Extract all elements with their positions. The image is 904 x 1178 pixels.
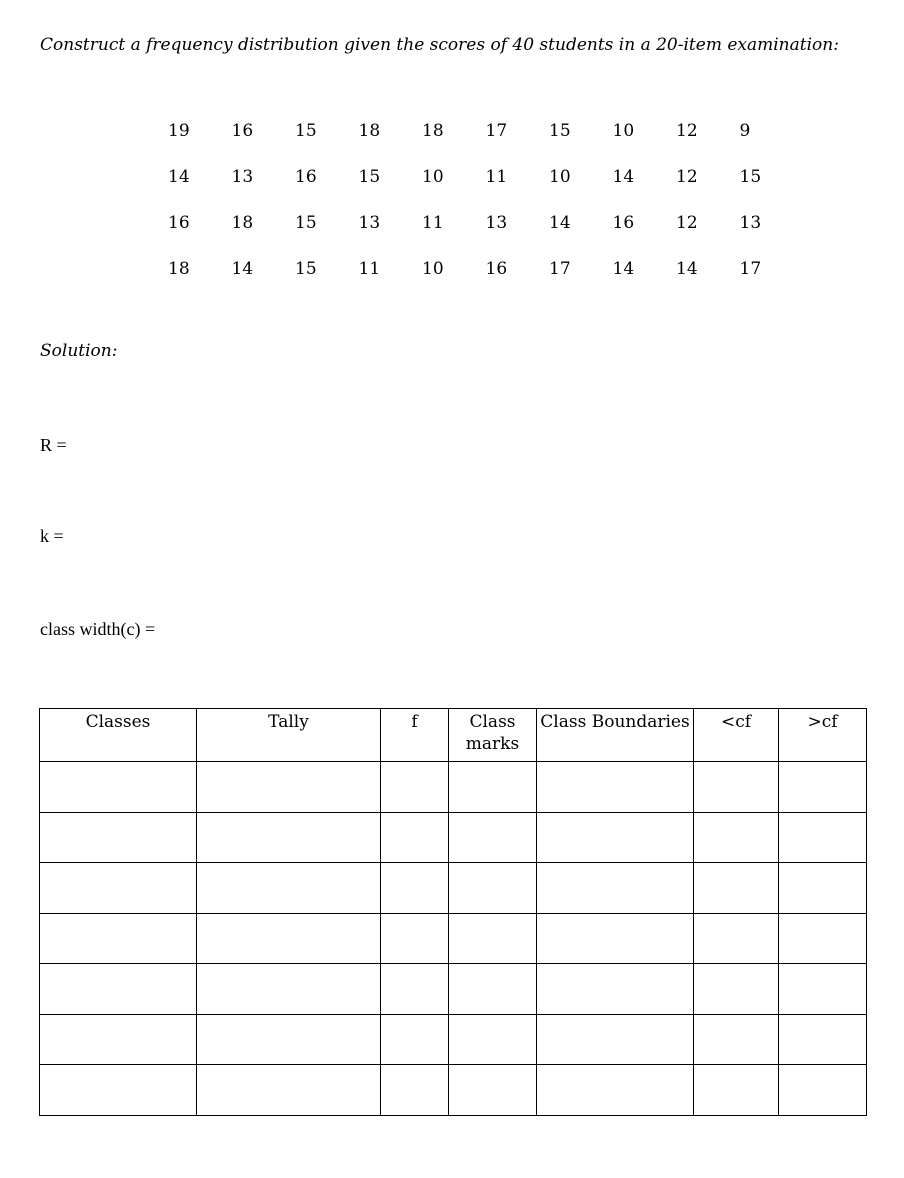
scores-row [168, 246, 803, 292]
table-cell[interactable] [694, 863, 779, 914]
table-cell[interactable] [449, 913, 537, 964]
table-cell[interactable] [537, 913, 694, 964]
score-value: 15 [295, 213, 317, 233]
score-value: 17 [549, 259, 571, 279]
frequency-distribution-table [39, 708, 867, 1116]
table-cell[interactable] [40, 1014, 197, 1065]
score-value: 18 [168, 259, 190, 279]
score-value: 13 [485, 213, 508, 233]
score-value: 11 [358, 259, 381, 279]
table-cell[interactable] [779, 964, 867, 1015]
score-value: 16 [231, 121, 254, 141]
table-cell[interactable] [40, 812, 197, 863]
score-value: 9 [739, 121, 751, 141]
table-cell[interactable] [40, 1065, 197, 1116]
table-cell[interactable] [449, 863, 537, 914]
score-value: 11 [422, 213, 444, 233]
column-header-less-than-cf: <cf [694, 709, 779, 762]
table-cell[interactable] [40, 762, 197, 813]
score-value: 16 [612, 213, 635, 233]
score-value: 14 [676, 259, 698, 279]
scores-row [168, 200, 803, 246]
table-cell[interactable] [381, 1014, 449, 1065]
table-cell[interactable] [40, 863, 197, 914]
table-row [40, 913, 867, 964]
class-width-label: class width(c) = [40, 619, 156, 639]
scores-row [168, 154, 803, 200]
table-cell[interactable] [537, 863, 694, 914]
table-cell[interactable] [694, 812, 779, 863]
column-header-greater-than-cf: >cf [779, 709, 867, 762]
score-value: 19 [168, 121, 190, 141]
score-value: 18 [231, 213, 254, 233]
table-row [40, 964, 867, 1015]
table-cell[interactable] [381, 964, 449, 1015]
scores-grid [168, 108, 803, 292]
table-cell[interactable] [197, 762, 381, 813]
table-row [40, 762, 867, 813]
table-cell[interactable] [694, 964, 779, 1015]
table-cell[interactable] [40, 964, 197, 1015]
table-cell[interactable] [381, 863, 449, 914]
column-header-class-boundaries: Class Boundaries [537, 709, 694, 762]
column-header-classes: Classes [40, 709, 197, 762]
table-cell[interactable] [197, 1014, 381, 1065]
table-row [40, 812, 867, 863]
number-of-classes-label: k = [40, 526, 64, 546]
table-cell[interactable] [381, 913, 449, 964]
score-value: 14 [549, 213, 571, 233]
table-cell[interactable] [779, 812, 867, 863]
table-cell[interactable] [381, 1065, 449, 1116]
table-cell[interactable] [449, 1065, 537, 1116]
score-value: 16 [295, 167, 317, 187]
score-value: 14 [168, 167, 190, 187]
score-value: 15 [295, 121, 317, 141]
table-cell[interactable] [197, 863, 381, 914]
table-cell[interactable] [537, 812, 694, 863]
score-value: 11 [485, 167, 508, 187]
table-cell[interactable] [449, 1014, 537, 1065]
score-value: 13 [358, 213, 381, 233]
problem-instruction: Construct a frequency distribution given the scores of 40 students in a 20-item examination: [40, 35, 839, 55]
table-row [40, 1014, 867, 1065]
table-cell[interactable] [197, 1065, 381, 1116]
table-cell[interactable] [449, 964, 537, 1015]
score-value: 12 [676, 121, 698, 141]
score-value: 14 [612, 167, 635, 187]
table-cell[interactable] [381, 812, 449, 863]
table-cell[interactable] [537, 964, 694, 1015]
score-value: 10 [549, 167, 571, 187]
table-cell[interactable] [197, 812, 381, 863]
range-label: R = [40, 435, 67, 455]
solution-label: Solution: [40, 341, 118, 361]
table-cell[interactable] [449, 812, 537, 863]
score-value: 10 [422, 259, 444, 279]
column-header-frequency: f [381, 709, 449, 762]
score-value: 13 [231, 167, 254, 187]
score-value: 14 [231, 259, 254, 279]
score-value: 13 [739, 213, 762, 233]
score-value: 16 [168, 213, 190, 233]
table-cell[interactable] [197, 913, 381, 964]
table-cell[interactable] [694, 762, 779, 813]
score-value: 10 [422, 167, 444, 187]
score-value: 12 [676, 213, 698, 233]
table-cell[interactable] [779, 1065, 867, 1116]
table-cell[interactable] [694, 1065, 779, 1116]
table-row [40, 1065, 867, 1116]
scores-row [168, 108, 803, 154]
score-value: 16 [485, 259, 508, 279]
table-cell[interactable] [381, 762, 449, 813]
table-cell[interactable] [779, 762, 867, 813]
table-cell[interactable] [779, 1014, 867, 1065]
table-cell[interactable] [779, 863, 867, 914]
score-value: 17 [739, 259, 762, 279]
score-value: 15 [739, 167, 762, 187]
table-cell[interactable] [537, 1014, 694, 1065]
score-value: 18 [358, 121, 381, 141]
table-row [40, 863, 867, 914]
table-cell[interactable] [694, 1014, 779, 1065]
table-cell[interactable] [537, 762, 694, 813]
table-cell[interactable] [197, 964, 381, 1015]
column-header-tally: Tally [197, 709, 381, 762]
score-value: 17 [485, 121, 508, 141]
score-value: 10 [612, 121, 635, 141]
table-cell[interactable] [779, 913, 867, 964]
table-header-row [40, 709, 867, 762]
score-value: 18 [422, 121, 444, 141]
column-header-class-marks: Class marks [449, 709, 537, 762]
table-cell[interactable] [449, 762, 537, 813]
table-cell[interactable] [694, 913, 779, 964]
score-value: 15 [358, 167, 381, 187]
table-cell[interactable] [40, 913, 197, 964]
table-cell[interactable] [537, 1065, 694, 1116]
score-value: 12 [676, 167, 698, 187]
score-value: 15 [549, 121, 571, 141]
score-value: 14 [612, 259, 635, 279]
score-value: 15 [295, 259, 317, 279]
